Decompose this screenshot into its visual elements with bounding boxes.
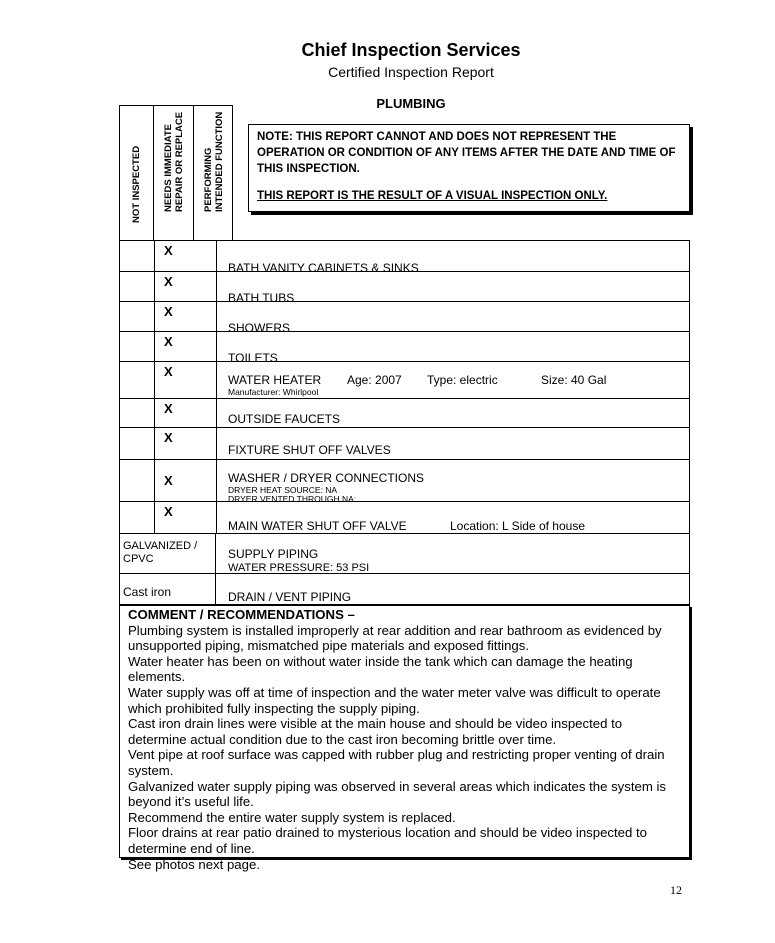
comment-paragraph: See photos next page. bbox=[128, 856, 260, 872]
water-heater-age: Age: 2007 bbox=[347, 373, 402, 387]
row-label: MAIN WATER SHUT OFF VALVE bbox=[228, 519, 407, 533]
needs-repair-line1: NEEDS IMMEDIATE bbox=[162, 124, 174, 212]
row-label: DRAIN / VENT PIPING bbox=[228, 590, 352, 604]
table-row bbox=[120, 362, 689, 399]
comment-paragraph: Galvanized water supply piping was observed in several areas which indicates the system is beyond it’s useful life. bbox=[128, 778, 667, 810]
needs-repair-mark: X bbox=[164, 243, 173, 258]
row-label: SHOWERS bbox=[228, 321, 291, 335]
report-subtitle: Certified Inspection Report bbox=[328, 64, 494, 80]
comment-paragraph: Recommend the entire water supply system is replaced. bbox=[128, 809, 456, 825]
comments-heading: COMMENT / RECOMMENDATIONS – bbox=[128, 607, 355, 622]
water-pressure: WATER PRESSURE: 53 PSI bbox=[228, 562, 370, 574]
needs-repair-mark: X bbox=[164, 304, 173, 319]
comment-paragraph: Cast iron drain lines were visible at the main house and should be video inspected to determine actual condition due to the cast iron becoming brittle over time. bbox=[128, 716, 623, 747]
needs-repair-line2: REPAIR OR REPLACE bbox=[173, 111, 185, 212]
needs-repair-mark: X bbox=[164, 364, 173, 379]
page-number: 12 bbox=[670, 883, 682, 897]
needs-repair-mark: X bbox=[164, 274, 173, 289]
needs-repair-label bbox=[163, 112, 185, 212]
row-label: WATER HEATER bbox=[228, 373, 322, 387]
note-box bbox=[248, 124, 690, 212]
table-row bbox=[120, 428, 689, 460]
table-row bbox=[120, 574, 689, 606]
column-header-box bbox=[119, 105, 233, 240]
drain-material: Cast iron bbox=[120, 574, 216, 606]
table-row bbox=[120, 332, 689, 365]
not-inspected-column bbox=[120, 106, 154, 240]
needs-repair-mark: X bbox=[164, 401, 173, 416]
row-label: WASHER / DRYER CONNECTIONS bbox=[228, 471, 425, 485]
section-title: PLUMBING bbox=[376, 96, 446, 111]
table-row bbox=[120, 460, 689, 502]
comment-paragraph: Floor drains at rear patio drained to mysterious location and should be video inspected to determine end of line. bbox=[128, 825, 648, 856]
table-row bbox=[120, 302, 689, 335]
dryer-heat-source: DRYER HEAT SOURCE: NA bbox=[228, 485, 338, 495]
needs-repair-mark: X bbox=[164, 473, 173, 488]
row-label: BATH VANITY CABINETS & SINKS bbox=[228, 261, 419, 275]
row-label: OUTSIDE FAUCETS bbox=[228, 412, 341, 426]
dryer-vent: DRYER VENTED THROUGH NA: bbox=[228, 494, 357, 504]
supply-material: GALVANIZED / CPVC bbox=[120, 534, 216, 573]
comments-box bbox=[119, 605, 690, 872]
table-row bbox=[120, 272, 689, 305]
comment-paragraph: Vent pipe at roof surface was capped with rubber plug and restricting proper venting of drain system. bbox=[128, 747, 665, 778]
note-text: NOTE: THIS REPORT CANNOT AND DOES NOT REPRESENT THE OPERATION OR CONDITION OF ANY ITEMS AFTER THE DATE AND TIME OF THIS INSPECTION. bbox=[257, 131, 676, 175]
water-heater-manufacturer: Manufacturer: Whirlpool bbox=[228, 387, 319, 397]
needs-repair-mark: X bbox=[164, 334, 173, 349]
row-label: SUPPLY PIPING bbox=[228, 547, 319, 561]
performing-column bbox=[194, 106, 234, 240]
visual-inspection-note: THIS REPORT IS THE RESULT OF A VISUAL INSPECTION ONLY. bbox=[257, 190, 608, 202]
table-row bbox=[120, 241, 689, 275]
row-label: FIXTURE SHUT OFF VALVES bbox=[228, 443, 391, 457]
performing-label bbox=[203, 112, 225, 212]
comment-paragraph: Plumbing system is installed improperly at rear addition and rear bathroom as evidenced by unsupported piping, mismatched pipe materials and exposed fittings. bbox=[128, 622, 662, 654]
needs-repair-column bbox=[154, 106, 194, 240]
needs-repair-mark: X bbox=[164, 504, 173, 519]
needs-repair-mark: X bbox=[164, 430, 173, 445]
table-row bbox=[120, 399, 689, 428]
not-inspected-label: NOT INSPECTED bbox=[130, 145, 142, 223]
table-row bbox=[120, 502, 689, 534]
comment-paragraph: Water heater has been on without water inside the tank which can damage the heating elements. bbox=[128, 653, 633, 685]
performing-line2: INTENDED FUNCTION bbox=[214, 111, 225, 212]
row-label: BATH TUBS bbox=[228, 291, 295, 305]
row-label: TOILETS bbox=[228, 351, 278, 365]
performing-line1: PERFORMING bbox=[203, 147, 214, 212]
water-heater-type: Type: electric bbox=[427, 373, 498, 387]
water-heater-size: Size: 40 Gal bbox=[541, 373, 607, 387]
table-row bbox=[120, 534, 689, 574]
report-title: Chief Inspection Services bbox=[301, 40, 521, 60]
comment-paragraph: Water supply was off at time of inspection and the water meter valve was difficult to operate which prohibited fully inspecting the supply piping. bbox=[128, 684, 661, 716]
inspection-table bbox=[119, 240, 690, 605]
shutoff-location: Location: L Side of house bbox=[450, 519, 585, 533]
